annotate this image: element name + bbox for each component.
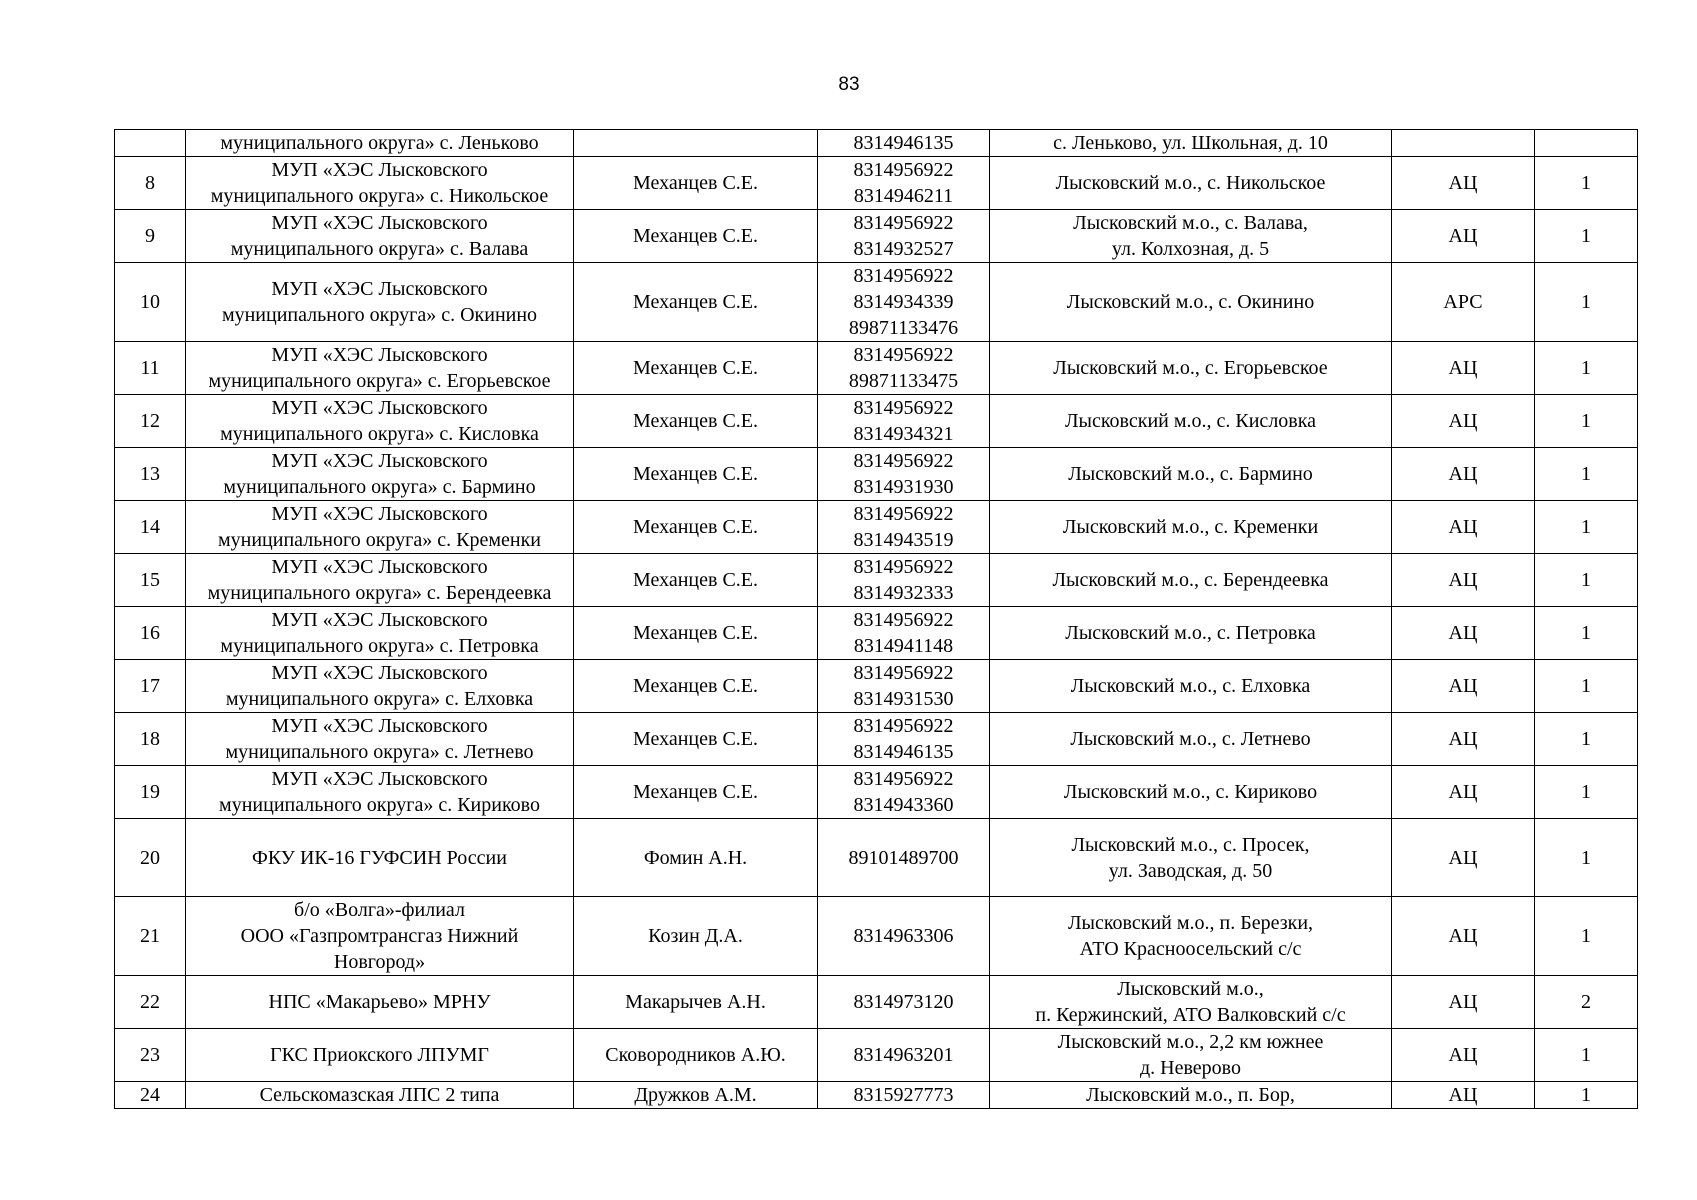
vehicle-count-cell: 1 — [1535, 395, 1638, 448]
row-number-cell: 16 — [115, 607, 186, 660]
vehicle-type-cell: АЦ — [1392, 342, 1535, 395]
vehicle-count-cell: 1 — [1535, 210, 1638, 263]
organization-cell: МУП «ХЭС Лысковского муниципального округа» с. Валава — [186, 210, 574, 263]
vehicle-type-cell: АЦ — [1392, 554, 1535, 607]
table-row — [115, 342, 1638, 395]
head-name-cell: Макарычев А.Н. — [574, 976, 818, 1029]
row-number-cell: 20 — [115, 819, 186, 897]
phones-cell: 8314956922 8314943519 — [818, 501, 990, 554]
phones-cell: 8314956922 8314932333 — [818, 554, 990, 607]
vehicle-count-cell: 1 — [1535, 766, 1638, 819]
address-cell: Лысковский м.о., с. Кириково — [990, 766, 1392, 819]
table-row — [115, 1082, 1638, 1109]
address-cell: Лысковский м.о., с. Бармино — [990, 448, 1392, 501]
vehicle-count-cell: 1 — [1535, 897, 1638, 976]
address-cell: Лысковский м.о., 2,2 км южнее д. Неверово — [990, 1029, 1392, 1082]
vehicle-type-cell: АЦ — [1392, 897, 1535, 976]
table-row — [115, 660, 1638, 713]
organization-cell: МУП «ХЭС Лысковского муниципального округа» с. Петровка — [186, 607, 574, 660]
organization-cell: МУП «ХЭС Лысковского муниципального округа» с. Егорьевское — [186, 342, 574, 395]
phones-cell: 8314963201 — [818, 1029, 990, 1082]
vehicle-type-cell: АРС — [1392, 263, 1535, 342]
head-name-cell: Механцев С.Е. — [574, 660, 818, 713]
table-row — [115, 395, 1638, 448]
phones-cell: 8314946135 — [818, 130, 990, 157]
phones-cell: 8314956922 8314931530 — [818, 660, 990, 713]
phones-cell: 8314963306 — [818, 897, 990, 976]
phones-cell: 8314956922 8314943360 — [818, 766, 990, 819]
address-cell: Лысковский м.о., п. Бор, — [990, 1082, 1392, 1109]
head-name-cell: Механцев С.Е. — [574, 448, 818, 501]
vehicle-count-cell: 1 — [1535, 342, 1638, 395]
row-number-cell: 14 — [115, 501, 186, 554]
stations-table — [114, 129, 1638, 1109]
organization-cell: МУП «ХЭС Лысковского муниципального округа» с. Кириково — [186, 766, 574, 819]
vehicle-type-cell: АЦ — [1392, 157, 1535, 210]
table-row — [115, 263, 1638, 342]
address-cell: Лысковский м.о., п. Березки, АТО Красноосельский с/с — [990, 897, 1392, 976]
phones-cell: 8314956922 89871133475 — [818, 342, 990, 395]
head-name-cell: Механцев С.Е. — [574, 263, 818, 342]
address-cell: с. Леньково, ул. Школьная, д. 10 — [990, 130, 1392, 157]
head-name-cell — [574, 130, 818, 157]
table-row — [115, 713, 1638, 766]
address-cell: Лысковский м.о., с. Кременки — [990, 501, 1392, 554]
organization-cell: б/о «Волга»-филиал ООО «Газпромтрансгаз Нижний Новгород» — [186, 897, 574, 976]
row-number-cell: 23 — [115, 1029, 186, 1082]
row-number-cell: 8 — [115, 157, 186, 210]
vehicle-count-cell: 1 — [1535, 1082, 1638, 1109]
head-name-cell: Механцев С.Е. — [574, 157, 818, 210]
address-cell: Лысковский м.о., с. Берендеевка — [990, 554, 1392, 607]
organization-cell: МУП «ХЭС Лысковского муниципального округа» с. Летнево — [186, 713, 574, 766]
address-cell: Лысковский м.о., с. Егорьевское — [990, 342, 1392, 395]
address-cell: Лысковский м.о., с. Елховка — [990, 660, 1392, 713]
phones-cell: 8314956922 8314934339 89871133476 — [818, 263, 990, 342]
phones-cell: 8314956922 8314932527 — [818, 210, 990, 263]
address-cell: Лысковский м.о., с. Никольское — [990, 157, 1392, 210]
head-name-cell: Механцев С.Е. — [574, 395, 818, 448]
address-cell: Лысковский м.о., с. Петровка — [990, 607, 1392, 660]
table-row — [115, 819, 1638, 897]
phones-cell: 8314973120 — [818, 976, 990, 1029]
table-row — [115, 766, 1638, 819]
vehicle-count-cell: 1 — [1535, 819, 1638, 897]
row-number-cell: 18 — [115, 713, 186, 766]
vehicle-type-cell: АЦ — [1392, 210, 1535, 263]
organization-cell: МУП «ХЭС Лысковского муниципального округа» с. Бармино — [186, 448, 574, 501]
table-row — [115, 130, 1638, 157]
vehicle-count-cell: 1 — [1535, 263, 1638, 342]
table-row — [115, 554, 1638, 607]
organization-cell: МУП «ХЭС Лысковского муниципального округа» с. Кременки — [186, 501, 574, 554]
head-name-cell: Козин Д.А. — [574, 897, 818, 976]
head-name-cell: Механцев С.Е. — [574, 766, 818, 819]
row-number-cell: 10 — [115, 263, 186, 342]
head-name-cell: Механцев С.Е. — [574, 607, 818, 660]
address-cell: Лысковский м.о., п. Кержинский, АТО Валковский с/с — [990, 976, 1392, 1029]
address-cell: Лысковский м.о., с. Просек, ул. Заводская, д. 50 — [990, 819, 1392, 897]
phones-cell: 8314956922 8314941148 — [818, 607, 990, 660]
organization-cell: ГКС Приокского ЛПУМГ — [186, 1029, 574, 1082]
phones-cell: 89101489700 — [818, 819, 990, 897]
vehicle-type-cell — [1392, 130, 1535, 157]
row-number-cell: 9 — [115, 210, 186, 263]
organization-cell: МУП «ХЭС Лысковского муниципального округа» с. Кисловка — [186, 395, 574, 448]
table-row — [115, 210, 1638, 263]
head-name-cell: Фомин А.Н. — [574, 819, 818, 897]
vehicle-count-cell: 1 — [1535, 1029, 1638, 1082]
row-number-cell: 21 — [115, 897, 186, 976]
table-row — [115, 1029, 1638, 1082]
vehicle-type-cell: АЦ — [1392, 395, 1535, 448]
head-name-cell: Дружков А.М. — [574, 1082, 818, 1109]
table-row — [115, 976, 1638, 1029]
vehicle-type-cell: АЦ — [1392, 1082, 1535, 1109]
phones-cell: 8314956922 8314946135 — [818, 713, 990, 766]
vehicle-type-cell: АЦ — [1392, 713, 1535, 766]
vehicle-count-cell: 1 — [1535, 660, 1638, 713]
organization-cell: НПС «Макарьево» МРНУ — [186, 976, 574, 1029]
row-number-cell — [115, 130, 186, 157]
row-number-cell: 12 — [115, 395, 186, 448]
phones-cell: 8314956922 8314946211 — [818, 157, 990, 210]
vehicle-count-cell: 1 — [1535, 713, 1638, 766]
vehicle-count-cell: 1 — [1535, 607, 1638, 660]
head-name-cell: Механцев С.Е. — [574, 554, 818, 607]
address-cell: Лысковский м.о., с. Летнево — [990, 713, 1392, 766]
head-name-cell: Сковородников А.Ю. — [574, 1029, 818, 1082]
page-number: 83 — [838, 74, 860, 95]
address-cell: Лысковский м.о., с. Валава, ул. Колхозная, д. 5 — [990, 210, 1392, 263]
phones-cell: 8315927773 — [818, 1082, 990, 1109]
head-name-cell: Механцев С.Е. — [574, 342, 818, 395]
organization-cell: МУП «ХЭС Лысковского муниципального округа» с. Никольское — [186, 157, 574, 210]
table-row — [115, 157, 1638, 210]
vehicle-count-cell — [1535, 130, 1638, 157]
vehicle-count-cell: 1 — [1535, 448, 1638, 501]
vehicle-count-cell: 1 — [1535, 157, 1638, 210]
table-row — [115, 501, 1638, 554]
table-row — [115, 448, 1638, 501]
vehicle-type-cell: АЦ — [1392, 660, 1535, 713]
phones-cell: 8314956922 8314934321 — [818, 395, 990, 448]
head-name-cell: Механцев С.Е. — [574, 501, 818, 554]
table-row — [115, 897, 1638, 976]
head-name-cell: Механцев С.Е. — [574, 210, 818, 263]
row-number-cell: 11 — [115, 342, 186, 395]
organization-cell: МУП «ХЭС Лысковского муниципального округа» с. Елховка — [186, 660, 574, 713]
vehicle-type-cell: АЦ — [1392, 766, 1535, 819]
organization-cell: МУП «ХЭС Лысковского муниципального округа» с. Окинино — [186, 263, 574, 342]
vehicle-type-cell: АЦ — [1392, 976, 1535, 1029]
organization-cell: МУП «ХЭС Лысковского муниципального округа» с. Берендеевка — [186, 554, 574, 607]
row-number-cell: 19 — [115, 766, 186, 819]
vehicle-count-cell: 1 — [1535, 554, 1638, 607]
organization-cell: ФКУ ИК-16 ГУФСИН России — [186, 819, 574, 897]
organization-cell: Сельскомазская ЛПС 2 типа — [186, 1082, 574, 1109]
row-number-cell: 22 — [115, 976, 186, 1029]
address-cell: Лысковский м.о., с. Кисловка — [990, 395, 1392, 448]
address-cell: Лысковский м.о., с. Окинино — [990, 263, 1392, 342]
vehicle-count-cell: 2 — [1535, 976, 1638, 1029]
vehicle-type-cell: АЦ — [1392, 448, 1535, 501]
row-number-cell: 15 — [115, 554, 186, 607]
row-number-cell: 24 — [115, 1082, 186, 1109]
table-row — [115, 607, 1638, 660]
vehicle-type-cell: АЦ — [1392, 501, 1535, 554]
vehicle-type-cell: АЦ — [1392, 1029, 1535, 1082]
vehicle-type-cell: АЦ — [1392, 819, 1535, 897]
vehicle-count-cell: 1 — [1535, 501, 1638, 554]
phones-cell: 8314956922 8314931930 — [818, 448, 990, 501]
vehicle-type-cell: АЦ — [1392, 607, 1535, 660]
row-number-cell: 13 — [115, 448, 186, 501]
organization-cell: муниципального округа» с. Леньково — [186, 130, 574, 157]
row-number-cell: 17 — [115, 660, 186, 713]
head-name-cell: Механцев С.Е. — [574, 713, 818, 766]
table-body — [115, 130, 1638, 1109]
